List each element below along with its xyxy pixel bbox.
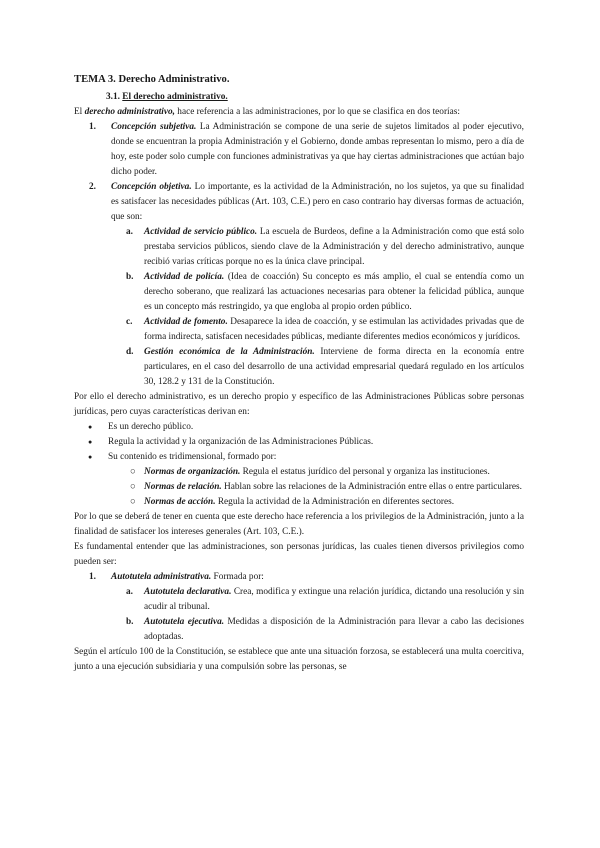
bullet-item: ● Su contenido es tridimensional, formado por: xyxy=(74,450,524,465)
sub-bullet-item: ○ Normas de organización. Regula el estatus jurídico del personal y organiza las instituciones. xyxy=(74,465,524,480)
bullet-icon: ● xyxy=(88,423,93,431)
list-marker: c. xyxy=(126,317,133,327)
paragraph: Es fundamental entender que las administraciones, son personas jurídicas, las cuales tienen diversos privilegios como pueden ser: xyxy=(74,542,524,567)
item-term: Normas de organización. xyxy=(144,467,241,477)
list-marker: a. xyxy=(126,227,133,237)
item-term: Autotutela administrativa. xyxy=(111,572,212,582)
paragraph: Por ello el derecho administrativo, es un derecho propio y específico de las Administraciones Públicas sobre personas jurídicas, pero cuyas características derivan en: xyxy=(74,392,524,417)
sub-list-item: d. Gestión económica de la Administración. Interviene de forma directa en la economía entre particulares, en el caso del desarrollo de una actividad empresarial quedará regulado en los artículos 30, 128.2 y 131 de la Constitución. xyxy=(74,345,524,390)
circle-bullet-icon: ○ xyxy=(130,497,136,507)
list-item: 1. Concepción subjetiva. La Administración se compone de una serie de sujetos limitados al poder ejecutivo, donde se encuentran la propia Administración y el Gobierno, donde ambas representan lo mismo, pero a día de hoy, este poder solo cumple con funciones administrativas ya que hay ciertas administraciones que actúan bajo dicho poder. xyxy=(74,120,524,180)
paragraph: Según el artículo 100 de la Constitución, se establece que ante una situación forzosa, se establecerá una multa coercitiva, junto a una ejecución subsidiaria y una compulsión sobre las personas, se xyxy=(74,647,524,672)
sub-bullet-item: ○ Normas de relación. Hablan sobre las relaciones de la Administración entre ellas o entre particulares. xyxy=(74,480,524,495)
sub-list-item: a. Autotutela declarativa. Crea, modifica y extingue una relación jurídica, dictando una resolución y sin acudir al tribunal. xyxy=(74,585,524,615)
item-term: Normas de relación. xyxy=(144,482,222,492)
sub-bullet-item: ○ Normas de acción. Regula la actividad de la Administración en diferentes sectores. xyxy=(74,495,524,510)
item-term: Autotutela ejecutiva. xyxy=(144,617,225,627)
circle-bullet-icon: ○ xyxy=(130,467,136,477)
item-term: Actividad de servicio público. xyxy=(144,227,258,237)
item-term: Normas de acción. xyxy=(144,497,216,507)
list-marker: 1. xyxy=(89,572,96,582)
sub-list-item: b. Actividad de policía. (Idea de coacción) Su concepto es más amplio, el cual se entendía como un derecho soberano, que realizará las actuaciones necesarias para obtener la felicidad pública, aunque es un concepto más restringido, ya que engloba al propio orden público. xyxy=(74,270,524,315)
list-item: 1. Autotutela administrativa. Formada por: xyxy=(74,570,524,585)
circle-bullet-icon: ○ xyxy=(130,482,136,492)
page-title: TEMA 3. Derecho Administrativo. xyxy=(74,74,230,85)
section-number: 3.1. xyxy=(106,92,120,102)
bullet-icon: ● xyxy=(88,453,93,461)
item-term: Concepción objetiva. xyxy=(111,182,192,192)
list-marker: b. xyxy=(126,272,134,282)
section-title: El derecho administrativo. xyxy=(122,92,228,102)
sub-list-item: a. Actividad de servicio público. La escuela de Burdeos, define a la Administración como que está solo prestaba servicios públicos, siendo clave de la Administración y del derecho administrativo, aunque recibió varias críticas porque no es la única clave principal. xyxy=(74,225,524,270)
bullet-item: ● Regula la actividad y la organización de las Administraciones Públicas. xyxy=(74,435,524,450)
bullet-item: ● Es un derecho público. xyxy=(74,420,524,435)
list-marker: b. xyxy=(126,617,134,627)
list-marker: a. xyxy=(126,587,133,597)
sub-list-item: c. Actividad de fomento. Desaparece la idea de coacción, y se estimulan las actividades privadas que de forma indirecta, satisfacen necesidades públicas, mediante diferentes medios económicos y jurídicos. xyxy=(74,315,524,345)
paragraph: Por lo que se deberá de tener en cuenta que este derecho hace referencia a los privilegios de la Administración, junto a la finalidad de satisfacer los intereses generales (Art. 103, C.E.). xyxy=(74,512,524,537)
item-term: Autotutela declarativa. xyxy=(144,587,232,597)
list-marker: d. xyxy=(126,347,134,357)
intro-paragraph: El derecho administrativo, hace referencia a las administraciones, por lo que se clasifica en dos teorías: xyxy=(74,107,460,117)
list-marker: 2. xyxy=(89,182,96,192)
bullet-icon: ● xyxy=(88,438,93,446)
sub-list-item: b. Autotutela ejecutiva. Medidas a disposición de la Administración para llevar a cabo las decisiones adoptadas. xyxy=(74,615,524,645)
list-marker: 1. xyxy=(89,122,96,132)
document-page xyxy=(74,72,524,675)
item-term: Actividad de policía. xyxy=(144,272,225,282)
intro-bold-term: derecho administrativo, xyxy=(84,107,175,117)
item-term: Actividad de fomento. xyxy=(144,317,228,327)
section-heading xyxy=(74,90,524,105)
item-term: Gestión económica de la Administración. xyxy=(144,347,315,357)
item-term: Concepción subjetiva. xyxy=(111,122,197,132)
list-item: 2. Concepción objetiva. Lo importante, es la actividad de la Administración, no los sujetos, ya que su finalidad es satisfacer las necesidades públicas (Art. 103, C.E.) pero en caso contrario hay diversas formas de actuación, que son: xyxy=(74,180,524,225)
